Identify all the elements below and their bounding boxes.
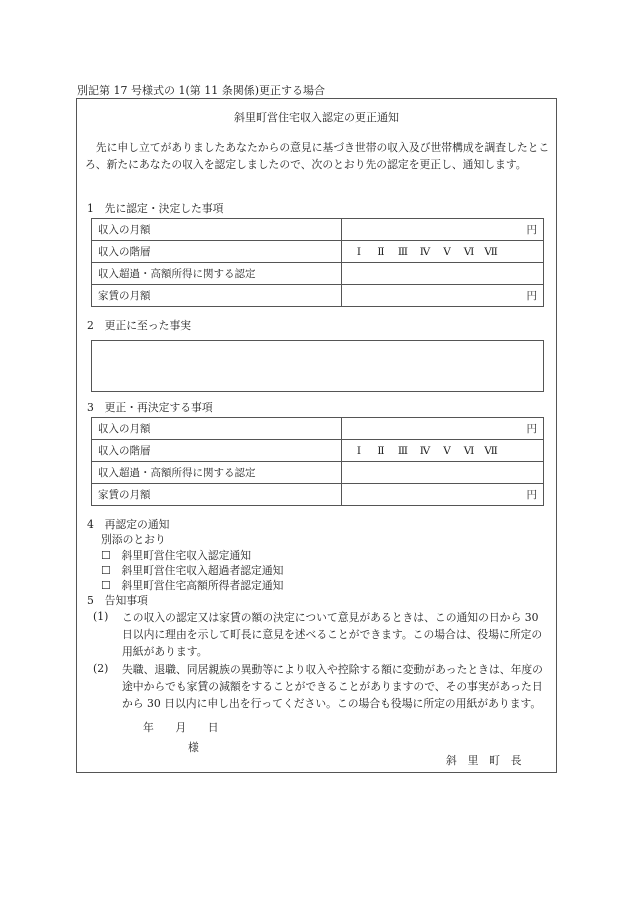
level-mark: Ⅶ	[484, 245, 498, 258]
list-item: ☐ 斜里町営住宅高額所得者認定通知	[101, 579, 284, 592]
date-line: 年 月 日	[143, 721, 219, 734]
level-mark: Ⅰ	[356, 245, 362, 258]
section3-heading: 3 更正・再決定する事項	[87, 401, 213, 414]
income-levels	[342, 440, 544, 462]
table-row	[92, 241, 544, 263]
section3-table	[91, 417, 544, 506]
section4-heading: 4 再認定の通知	[87, 518, 170, 531]
section5-heading: 5 告知事項	[87, 594, 148, 607]
row-label: 家賃の月額	[92, 484, 342, 506]
table-row	[92, 440, 544, 462]
row-label: 収入超過・高額所得に関する認定	[92, 263, 342, 285]
row-label: 収入の階層	[92, 241, 342, 263]
level-mark: Ⅶ	[484, 444, 498, 457]
section1-table	[91, 218, 544, 307]
row-value: 円	[342, 484, 544, 506]
note1-number: (1)	[93, 610, 109, 623]
note2-text: 失職、退職、同居親族の異動等により収入や控除する額に変動があったときは、年度の途中からでも家賃の減額をすることができることがありますので、その事実があった日から 30 日以内に申し出を行ってください。この場合も役場に所定の用紙があります。	[122, 663, 543, 710]
level-mark: Ⅵ	[463, 245, 475, 258]
row-value: 円	[342, 418, 544, 440]
level-mark: Ⅳ	[419, 444, 431, 457]
table-row	[92, 484, 544, 506]
document-frame	[76, 98, 557, 773]
table-row	[92, 285, 544, 307]
row-value	[342, 263, 544, 285]
section2-heading: 2 更正に至った事実	[87, 319, 192, 332]
row-value: 円	[342, 285, 544, 307]
row-label: 収入超過・高額所得に関する認定	[92, 462, 342, 484]
addressee-suffix: 様	[188, 741, 199, 754]
level-mark: Ⅱ	[377, 245, 385, 258]
form-caption: 別記第 17 号様式の 1(第 11 条関係)更正する場合	[77, 84, 326, 97]
level-mark: Ⅲ	[397, 245, 409, 258]
level-mark: Ⅰ	[356, 444, 362, 457]
level-mark: Ⅳ	[419, 245, 431, 258]
table-row	[92, 263, 544, 285]
row-label: 収入の階層	[92, 440, 342, 462]
table-row	[92, 219, 544, 241]
document-title: 斜里町営住宅収入認定の更正通知	[234, 111, 399, 124]
note2-number: (2)	[93, 662, 109, 675]
facts-box	[91, 340, 544, 392]
level-mark: Ⅲ	[397, 444, 409, 457]
row-value	[342, 462, 544, 484]
row-label: 家賃の月額	[92, 285, 342, 307]
section1-heading: 1 先に認定・決定した事項	[87, 202, 224, 215]
note1-text: この収入の認定又は家賃の額の決定について意見があるときは、この通知の日から 30 日以内に理由を示して町長に意見を述べることができます。この場合は、役場に所定の用紙があります。	[122, 611, 543, 658]
list-item: ☐ 斜里町営住宅収入認定通知	[101, 549, 252, 562]
level-mark: Ⅴ	[443, 245, 451, 258]
table-row	[92, 418, 544, 440]
income-levels	[342, 241, 544, 263]
signer: 斜 里 町 長	[446, 754, 522, 767]
level-mark: Ⅵ	[463, 444, 475, 457]
intro-paragraph: 先に申し立てがありましたあなたからの意見に基づき世帯の収入及び世帯構成を調査したところ、新たにあなたの収入を認定しましたので、次のとおり先の認定を更正し、通知します。	[85, 141, 550, 171]
row-value: 円	[342, 219, 544, 241]
section4-sub: 別添のとおり	[101, 533, 166, 546]
list-item: ☐ 斜里町営住宅収入超過者認定通知	[101, 564, 284, 577]
row-label: 収入の月額	[92, 219, 342, 241]
row-label: 収入の月額	[92, 418, 342, 440]
level-mark: Ⅴ	[443, 444, 451, 457]
table-row	[92, 462, 544, 484]
level-mark: Ⅱ	[377, 444, 385, 457]
